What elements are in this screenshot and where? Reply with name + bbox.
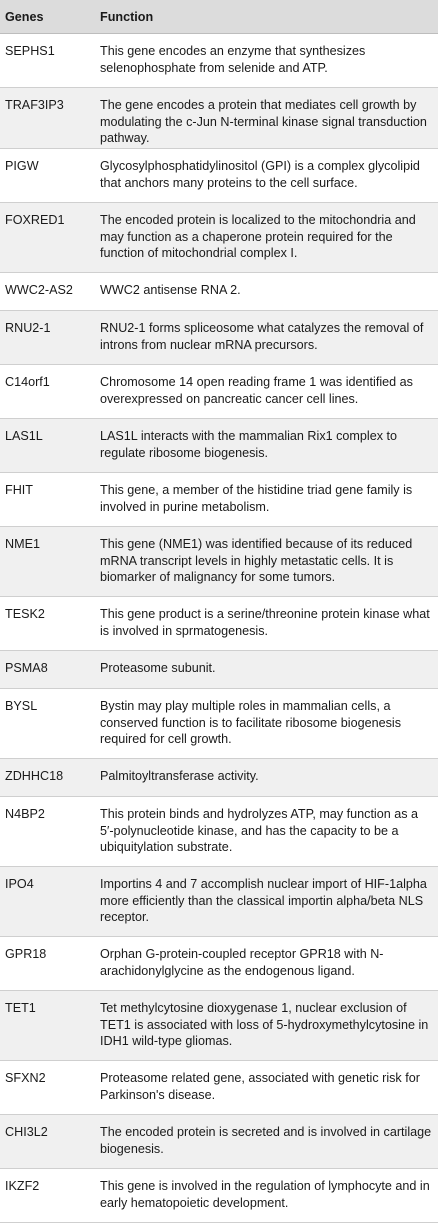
header-genes: Genes bbox=[5, 10, 44, 24]
table-row bbox=[0, 797, 438, 867]
gene-cell: BYSL bbox=[5, 699, 38, 713]
function-cell: Palmitoyltransferase activity. bbox=[100, 769, 259, 783]
gene-cell: FOXRED1 bbox=[5, 213, 65, 227]
table-row bbox=[0, 273, 438, 311]
gene-cell: RNU2-1 bbox=[5, 321, 51, 335]
table-row bbox=[0, 365, 438, 419]
gene-cell: IPO4 bbox=[5, 877, 34, 891]
function-cell: This gene product is a serine/threonine protein kinase what is involved in sprmatogenesis. bbox=[100, 607, 430, 638]
function-cell: Proteasome subunit. bbox=[100, 661, 216, 675]
gene-cell: N4BP2 bbox=[5, 807, 45, 821]
table-header bbox=[0, 0, 438, 34]
gene-cell: GPR18 bbox=[5, 947, 47, 961]
function-cell: LAS1L interacts with the mammalian Rix1 complex to regulate ribosome biogenesis. bbox=[100, 429, 398, 460]
table-row bbox=[0, 1115, 438, 1169]
table-row bbox=[0, 597, 438, 651]
function-cell: WWC2 antisense RNA 2. bbox=[100, 283, 241, 297]
function-cell: Bystin may play multiple roles in mammalian cells, a conserved function is to facilitate ribosome biogenesis required for cell growth. bbox=[100, 699, 402, 746]
table-row bbox=[0, 311, 438, 365]
function-cell: Glycosylphosphatidylinositol (GPI) is a complex glycolipid that anchors many proteins to the cell surface. bbox=[100, 159, 420, 190]
table-row bbox=[0, 149, 438, 203]
table-row bbox=[0, 1169, 438, 1223]
gene-cell: ZDHHC18 bbox=[5, 769, 64, 783]
function-cell: This gene, a member of the histidine triad gene family is involved in purine metabolism. bbox=[100, 483, 413, 514]
function-cell: Chromosome 14 open reading frame 1 was identified as overexpressed on pancreatic cancer cell lines. bbox=[100, 375, 413, 406]
table-row bbox=[0, 991, 438, 1061]
function-cell: Proteasome related gene, associated with genetic risk for Parkinson's disease. bbox=[100, 1071, 420, 1102]
gene-cell: CHI3L2 bbox=[5, 1125, 48, 1139]
gene-cell: LAS1L bbox=[5, 429, 43, 443]
table-row bbox=[0, 88, 438, 149]
gene-cell: PIGW bbox=[5, 159, 39, 173]
function-cell: Orphan G-protein-coupled receptor GPR18 with N-arachidonylglycine as the endogenous ligand. bbox=[100, 947, 384, 978]
function-cell: This gene encodes an enzyme that synthesizes selenophosphate from selenide and ATP. bbox=[100, 44, 366, 75]
table-row bbox=[0, 203, 438, 273]
header-function: Function bbox=[100, 10, 154, 24]
gene-cell: TRAF3IP3 bbox=[5, 98, 64, 112]
function-cell: This gene (NME1) was identified because of its reduced mRNA transcript levels in highly metastatic cells. It is biomarker of malignancy for some tumors. bbox=[100, 537, 413, 584]
function-cell: This gene is involved in the regulation of lymphocyte and in early hematopoietic development. bbox=[100, 1179, 430, 1210]
gene-cell: SFXN2 bbox=[5, 1071, 46, 1085]
gene-cell: TET1 bbox=[5, 1001, 36, 1015]
gene-cell: FHIT bbox=[5, 483, 33, 497]
table-row bbox=[0, 419, 438, 473]
function-cell: The encoded protein is localized to the mitochondria and may function as a chaperone protein required for the function of mitochondrial complex I. bbox=[100, 213, 416, 260]
table-row bbox=[0, 689, 438, 759]
gene-cell: WWC2-AS2 bbox=[5, 283, 73, 297]
table-row bbox=[0, 527, 438, 597]
function-cell: Tet methylcytosine dioxygenase 1, nuclear exclusion of TET1 is associated with loss of 5-hydroxymethylcytosine in IDH1 wild-type gliomas. bbox=[100, 1001, 429, 1048]
table-row bbox=[0, 937, 438, 991]
function-cell: Importins 4 and 7 accomplish nuclear import of HIF-1alpha more efficiently than the classical importin alpha/beta NLS receptor. bbox=[100, 877, 427, 924]
function-cell: RNU2-1 forms spliceosome what catalyzes the removal of introns from nuclear mRNA precursors. bbox=[100, 321, 424, 352]
gene-cell: TESK2 bbox=[5, 607, 45, 621]
table-row bbox=[0, 34, 438, 88]
table-row bbox=[0, 867, 438, 937]
gene-cell: C14orf1 bbox=[5, 375, 50, 389]
function-cell: This protein binds and hydrolyzes ATP, may function as a 5′-polynucleotide kinase, and has the capacity to be a ubiquitylation substrate. bbox=[100, 807, 419, 854]
table-row bbox=[0, 1061, 438, 1115]
gene-cell: SEPHS1 bbox=[5, 44, 55, 58]
table-row bbox=[0, 759, 438, 797]
table-row bbox=[0, 473, 438, 527]
table-body bbox=[0, 34, 438, 1223]
function-cell: The encoded protein is secreted and is involved in cartilage biogenesis. bbox=[100, 1125, 432, 1156]
gene-cell: PSMA8 bbox=[5, 661, 48, 675]
function-cell: The gene encodes a protein that mediates cell growth by modulating the c-Jun N-terminal kinase signal transduction pathway. bbox=[100, 98, 427, 145]
table-row bbox=[0, 651, 438, 689]
gene-cell: IKZF2 bbox=[5, 1179, 40, 1193]
gene-cell: NME1 bbox=[5, 537, 40, 551]
